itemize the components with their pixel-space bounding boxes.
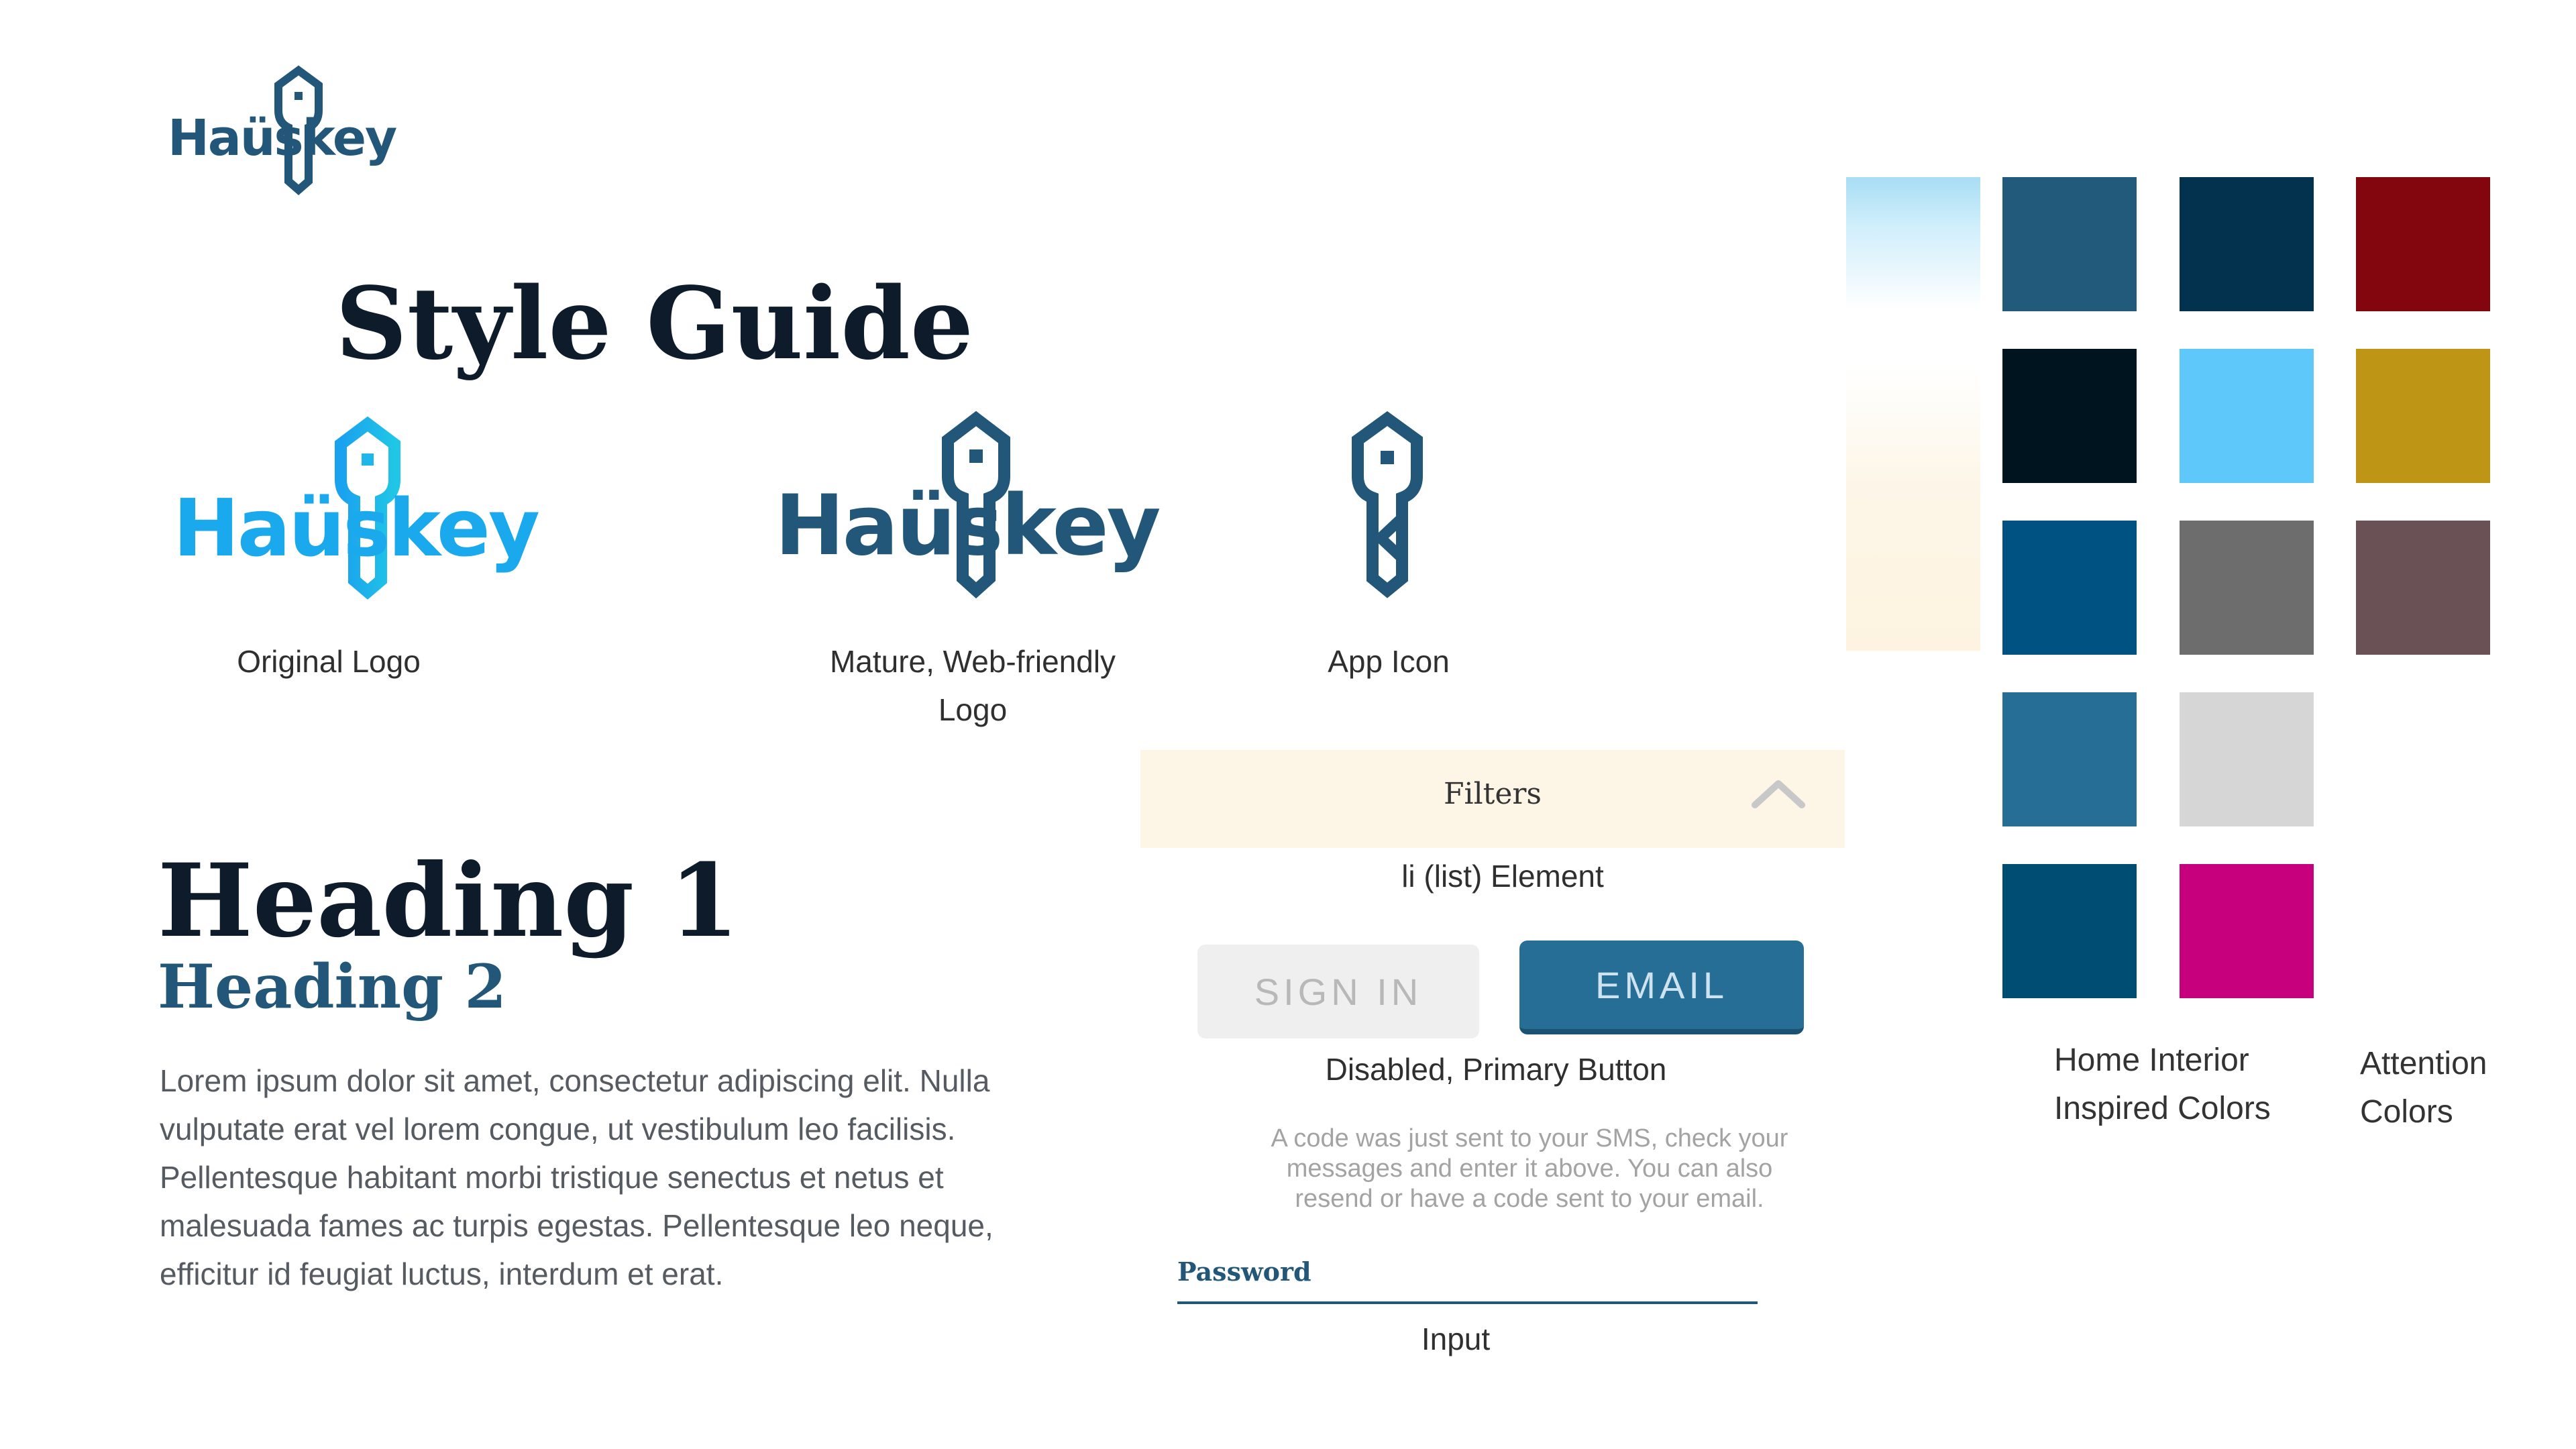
- mature-logo: [775, 411, 1159, 598]
- home-color-swatch-4: [2180, 349, 2314, 483]
- original-logo: [173, 416, 538, 597]
- input-caption: Input: [1421, 1322, 1491, 1356]
- home-color-swatch-6: [2180, 521, 2314, 655]
- home-colors-caption: [2054, 1036, 2271, 1133]
- original-logo-caption: Original Logo: [237, 644, 421, 679]
- home-color-swatch-9: [2002, 864, 2137, 998]
- attention-colors-caption-line2: Colors: [2360, 1094, 2453, 1130]
- sign-in-button[interactable]: SIGN IN: [1197, 945, 1479, 1038]
- list-element-caption: li (list) Element: [1401, 859, 1604, 894]
- header-logo-text: Haüskey: [168, 109, 396, 167]
- helper-text: [1181, 1124, 1878, 1214]
- mature-logo-caption-line2: Logo: [938, 692, 1008, 727]
- attention-color-swatch-2: [2356, 349, 2490, 483]
- password-label: Password: [1177, 1256, 1311, 1287]
- app-icon: [1340, 411, 1434, 605]
- home-colors-caption-line1: Home Interior: [2054, 1042, 2249, 1078]
- attention-color-swatch-3: [2356, 521, 2490, 655]
- password-input[interactable]: [1177, 1301, 1758, 1304]
- app-icon-caption: App Icon: [1328, 644, 1450, 679]
- home-colors-caption-line2: Inspired Colors: [2054, 1091, 2271, 1126]
- home-color-swatch-8: [2180, 692, 2314, 826]
- heading-2-sample: Heading 2: [158, 951, 507, 1022]
- body-text-sample: Lorem ipsum dolor sit amet, consectetur adipiscing elit. Nulla vulputate erat vel lorem congue, ut vestibulum leo facilisis. Pellentesque habitant morbi tristique senectus et netus et malesuada fames ac turpis egestas. Pellentesque leo neque, efficitur id feugiat luctus, interdum et erat.: [160, 1063, 994, 1291]
- home-color-swatch-3: [2002, 349, 2137, 483]
- email-button[interactable]: EMAIL: [1519, 941, 1804, 1034]
- helper-text-line2: messages and enter it above. You can also: [1286, 1155, 1773, 1183]
- helper-text-line3: resend or have a code sent to your email.: [1295, 1185, 1764, 1213]
- home-color-swatch-1: [2002, 177, 2137, 311]
- home-color-swatch-10: [2180, 864, 2314, 998]
- home-color-swatch-5: [2002, 521, 2137, 655]
- attention-colors-caption-line1: Attention: [2360, 1046, 2487, 1081]
- header-logo: [168, 64, 396, 191]
- home-color-swatch-2: [2180, 177, 2314, 311]
- chevron-up-icon[interactable]: [1751, 778, 1806, 809]
- mature-logo-caption: [792, 637, 1154, 734]
- page-title: Style Guide: [335, 265, 974, 382]
- filters-label: Filters: [1443, 777, 1542, 811]
- helper-text-line1: A code was just sent to your SMS, check your: [1271, 1124, 1788, 1152]
- filters-list-element[interactable]: [1140, 750, 1845, 848]
- original-logo-text: Haüskey: [173, 482, 538, 574]
- attention-color-swatch-1: [2356, 177, 2490, 311]
- mature-logo-text: Haüskey: [775, 478, 1159, 574]
- heading-1-sample: Heading 1: [158, 842, 739, 960]
- attention-colors-caption: [2360, 1040, 2487, 1136]
- home-color-swatch-7: [2002, 692, 2137, 826]
- buttons-caption: Disabled, Primary Button: [1325, 1052, 1667, 1087]
- mature-logo-caption-line1: Mature, Web-friendly: [829, 644, 1116, 679]
- background-gradient-swatch: [1846, 177, 1980, 651]
